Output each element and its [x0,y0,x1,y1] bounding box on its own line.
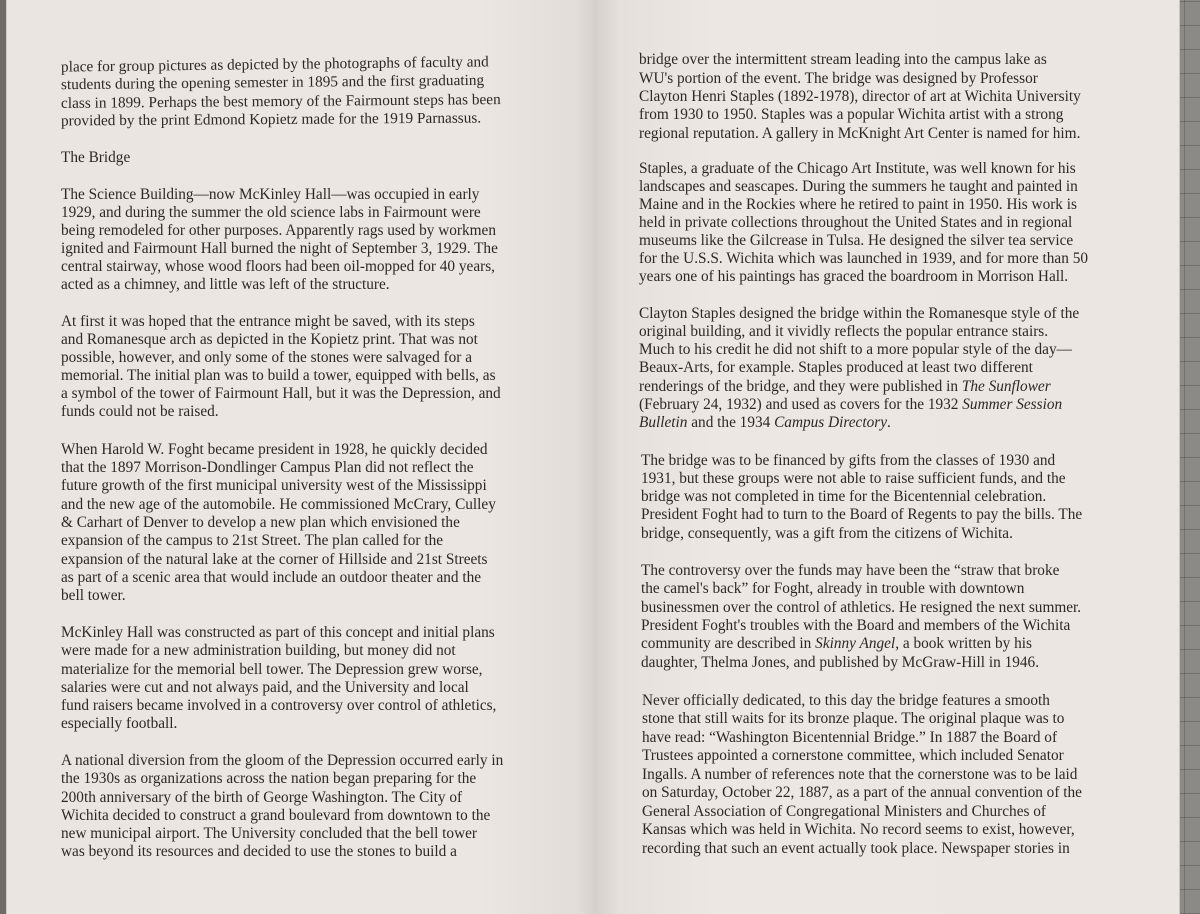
text-line: that the 1897 Morrison-Dondlinger Campus Plan did not reflect the [61,459,474,476]
text-line: Clayton Staples designed the bridge within the Romanesque style of the [639,305,1080,322]
text-line: stone that still waits for its bronze plaque. The original plaque was to [642,710,1065,727]
text-line: regional reputation. A gallery in McKnight Art Center is named for him. [639,125,1081,142]
text-line: expansion of the natural lake at the corner of Hillside and 21st Streets [61,551,488,568]
text-line: students during the opening semester in 1895 and the first graduating [60,71,485,94]
text-line: expansion of the campus to 21st Street. The plan called for the [61,532,444,549]
text-line: businessmen over the control of athletics. He resigned the next summer. [641,599,1082,616]
text-line: The controversy over the funds may have been the “straw that broke [641,562,1060,579]
text-line [639,378,1051,397]
text-line: a symbol of the tower of Fairmount Hall, but it was the Depression, and [61,385,501,402]
text-span: , a book written by his [895,635,1032,652]
text-line: President Foght's troubles with the Board and members of the Wichita [641,617,1071,634]
text-line: salaries were cut and not always paid, and the University and local [61,679,469,696]
text-line: McKinley Hall was constructed as part of this concept and initial plans [61,624,495,641]
italic-title: Campus Directory [774,414,887,431]
text-line: General Association of Congregational Ministers and Churches of [642,803,1047,820]
section-heading: The Bridge [61,149,131,166]
text-line: & Carhart of Denver to develop a new plan which envisioned the [61,514,460,531]
text-line: Much to his credit he did not shift to a more popular style of the day— [639,341,1072,358]
text-line: recording that such an event actually took place. Newspaper stories in [642,840,1070,857]
text-span: renderings of the bridge, and they were published in [639,378,962,395]
text-line: Staples, a graduate of the Chicago Art Institute, was well known for his [639,160,1076,177]
text-line: have read: “Washington Bicentennial Bridge.” In 1887 the Board of [642,729,1058,746]
text-line: Wichita decided to construct a grand boulevard from downtown to the [61,807,491,824]
text-line: Clayton Henri Staples (1892-1978), director of art at Wichita University [639,88,1081,105]
text-line: landscapes and seascapes. During the summers he taught and painted in [639,178,1078,195]
left-page-text [7,0,596,914]
text-line: from 1930 to 1950. Staples was a popular Wichita artist with a strong [639,106,1064,123]
text-line: Kansas which was held in Wichita. No record seems to exist, however, [642,821,1075,838]
text-line: materialize for the memorial bell tower. The Depression grew worse, [61,661,483,678]
left-page [6,0,596,914]
text-line: held in private collections throughout the United States and in regional [639,214,1073,231]
text-line: Maine and in the Rockies where he retired to paint in 1950. His work is [639,196,1077,213]
text-span: community are described in [641,635,816,652]
text-line: provided by the print Edmond Kopietz made for the 1919 Parnassus. [60,109,482,130]
text-line: original building, and it vividly reflects the popular entrance stairs. [639,323,1049,340]
text-line: fund raisers became involved in a controversy over control of athletics, [61,697,497,714]
text-line: WU's portion of the event. The bridge was designed by Professor [639,70,1038,87]
right-page-text [596,0,1179,914]
text-line: daughter, Thelma Jones, and published by McGraw-Hill in 1946. [641,654,1040,671]
text-span: and the 1934 [687,414,775,431]
text-line: as part of a scenic area that would include an outdoor theater and the [61,569,482,586]
text-line: were made for a new administration building, but money did not [61,642,456,659]
text-line: class in 1899. Perhaps the best memory of the Fairmount steps has been [60,91,501,112]
text-line: President Foght had to turn to the Board of Regents to pay the bills. The [641,506,1083,523]
text-line [639,414,891,433]
text-line: future growth of the first municipal university west of the Mississippi [61,477,487,494]
text-line: the 1930s as organizations across the nation began preparing for the [61,770,477,787]
text-line: 1931, but these groups were not able to raise sufficient funds, and the [641,470,1066,487]
italic-title: Skinny Angel [815,635,896,652]
text-line: acted as a chimney, and little was left of the structure. [61,276,390,293]
text-line: ignited and Fairmount Hall burned the night of September 3, 1929. The [61,240,498,257]
text-line [641,635,1032,654]
italic-title: Summer Session [962,396,1063,413]
text-line: Beaux-Arts, for example. Staples produced at least two different [639,359,1033,376]
text-line: the camel's back” for Foght, already in trouble with downtown [641,580,1025,597]
text-line: on Saturday, October 22, 1887, as a part of the annual convention of the [642,784,1082,801]
text-line: bridge, consequently, was a gift from the citizens of Wichita. [641,525,1013,542]
text-line: especially football. [61,715,178,732]
text-line: A national diversion from the gloom of the Depression occurred early in [61,752,504,769]
text-line: new municipal airport. The University concluded that the bell tower [61,825,478,842]
text-span: (February 24, 1932) and used as covers for the 1932 [639,396,963,413]
text-line: The bridge was to be financed by gifts from the classes of 1930 and [641,452,1056,469]
text-line: At first it was hoped that the entrance might be saved, with its steps [61,313,475,330]
text-line: 200th anniversary of the birth of George Washington. The City of [61,789,463,806]
text-line: 1929, and during the summer the old science labs in Fairmount were [61,204,481,221]
text-line: When Harold W. Foght became president in 1928, he quickly decided [61,441,488,458]
text-line: central stairway, whose wood floors had been oil-mopped for 40 years, [61,258,495,275]
text-line: Ingalls. A number of references note that the cornerstone was to be laid [642,766,1078,783]
text-line: for the U.S.S. Wichita which was launched in 1939, and for more than 50 [639,250,1088,267]
italic-title: Bulletin [639,414,688,431]
text-line: funds could not be raised. [61,403,219,420]
text-span: . [886,414,891,431]
text-line: being remodeled for other purposes. Apparently rags used by workmen [61,222,496,239]
text-line: bell tower. [61,587,126,604]
text-line: and the new age of the automobile. He commissioned McCrary, Culley [61,496,496,513]
text-line: bridge was not completed in time for the Bicentennial celebration. [641,488,1047,505]
italic-title: The Sunflower [961,378,1051,395]
right-page [596,0,1180,914]
text-line: and Romanesque arch as depicted in the Kopietz print. That was not [61,331,478,348]
text-line: place for group pictures as depicted by the photographs of faculty and [60,53,489,76]
text-line: bridge over the intermittent stream leading into the campus lake as [639,51,1047,68]
text-line: years one of his paintings has graced the boardroom in Morrison Hall. [639,268,1069,285]
text-line: Never officially dedicated, to this day the bridge features a smooth [642,692,1050,709]
text-line: was beyond its resources and decided to use the stones to build a [61,843,457,860]
text-line: memorial. The initial plan was to build a tower, equipped with bells, as [61,367,496,384]
text-line: The Science Building—now McKinley Hall—was occupied in early [61,186,480,203]
text-line [639,396,1062,415]
text-line: possible, however, and only some of the stones were salvaged for a [61,349,473,366]
text-line: Trustees appointed a cornerstone committee, which included Senator [642,747,1064,764]
text-line: museums like the Gilcrease in Tulsa. He designed the silver tea service [639,232,1074,249]
